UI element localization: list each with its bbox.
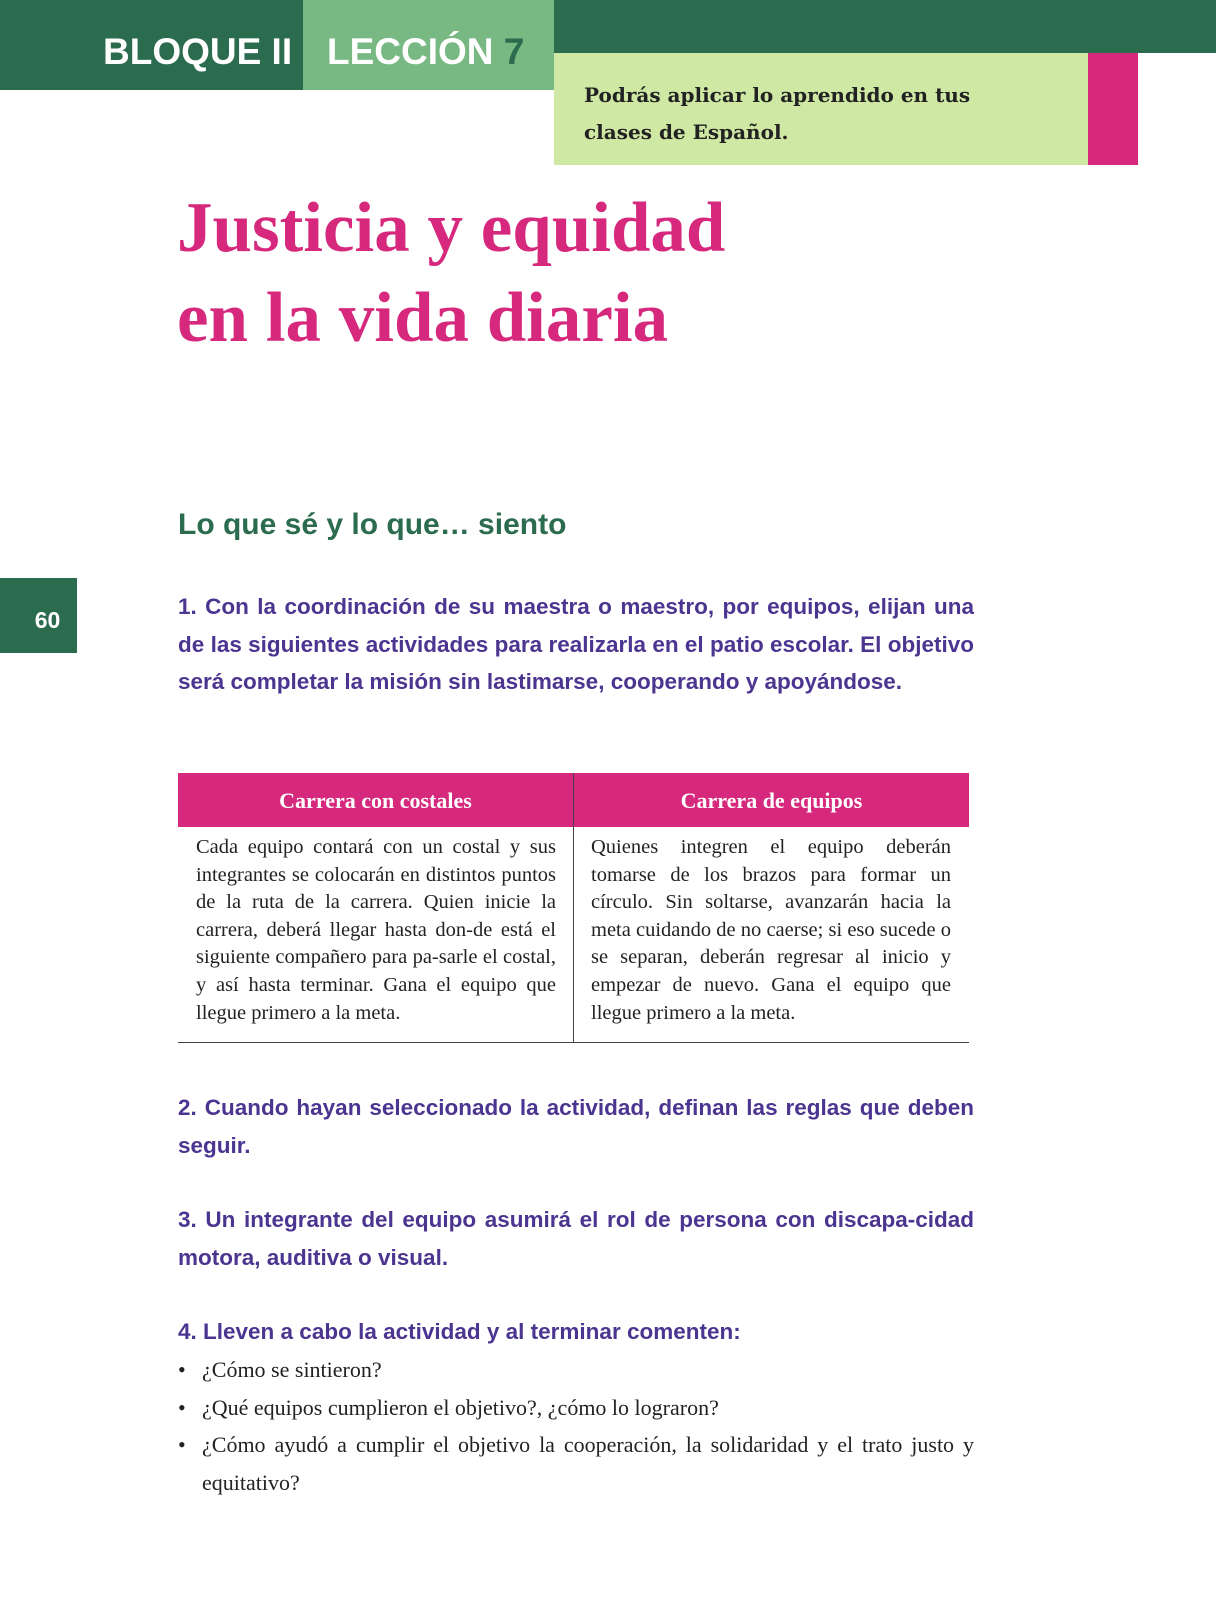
list-item: • ¿Qué equipos cumplieron el objetivo?, ¿cómo lo lograron?	[178, 1389, 974, 1427]
lesson-word: LECCIÓN	[327, 31, 494, 72]
instruction-1: 1. Con la coordinación de su maestra o maestro, por equipos, elijan una de las siguientes actividades para realizarla en el patio escolar. El objetivo será completar la misión sin lastimarse, cooperando y apoyándose.	[178, 594, 974, 694]
table-cell-left: Cada equipo contará con un costal y sus integrantes se colocarán en distintos puntos de la ruta de la carrera. Quien inicie la carrera, deberá llegar hasta don-de está el siguiente compañero para pa-sarle el costal, y así hasta terminar. Gana el equipo que llegue primero a la meta.	[196, 836, 556, 1024]
activity-table	[178, 773, 969, 1043]
title-line-2: en la vida diaria	[177, 279, 669, 357]
title-line-1: Justicia y equidad	[177, 189, 726, 267]
block-label: BLOQUE II	[0, 0, 303, 90]
page-number: 60	[0, 578, 77, 653]
table-header-right: Carrera de equipos	[574, 773, 969, 827]
instruction-4: 4. Lleven a cabo la actividad y al terminar comenten:	[178, 1319, 741, 1344]
table-bottom-rule	[178, 1042, 969, 1043]
section-heading: Lo que sé y lo que… siento	[178, 508, 567, 541]
instruction-3: 3. Un integrante del equipo asumirá el rol de persona con discapa-cidad motora, auditiva o visual.	[178, 1207, 974, 1270]
note-box	[554, 53, 1088, 165]
page-title	[177, 183, 877, 363]
discussion-questions	[178, 1351, 974, 1501]
lesson-label	[303, 0, 554, 90]
list-item: • ¿Cómo se sintieron?	[178, 1351, 974, 1389]
lesson-number: 7	[503, 31, 525, 72]
column-divider	[573, 773, 574, 1043]
list-item: • ¿Cómo ayudó a cumplir el objetivo la cooperación, la solidaridad y el trato justo y equitativo?	[178, 1426, 974, 1501]
note-text: Podrás aplicar lo aprendido en tus clases de Español.	[584, 83, 971, 144]
table-cell-right: Quienes integren el equipo deberán tomarse de los brazos para formar un círculo. Sin soltarse, avanzarán hacia la meta cuidando de no caerse; si eso sucede o se separan, deberán regresar al inicio y empezar de nuevo. Gana el equipo que llegue primero a la meta.	[591, 836, 951, 1024]
instruction-2: 2. Cuando hayan seleccionado la actividad, definan las reglas que deben seguir.	[178, 1095, 974, 1158]
accent-tab	[1088, 53, 1138, 165]
table-header-left: Carrera con costales	[178, 773, 573, 827]
